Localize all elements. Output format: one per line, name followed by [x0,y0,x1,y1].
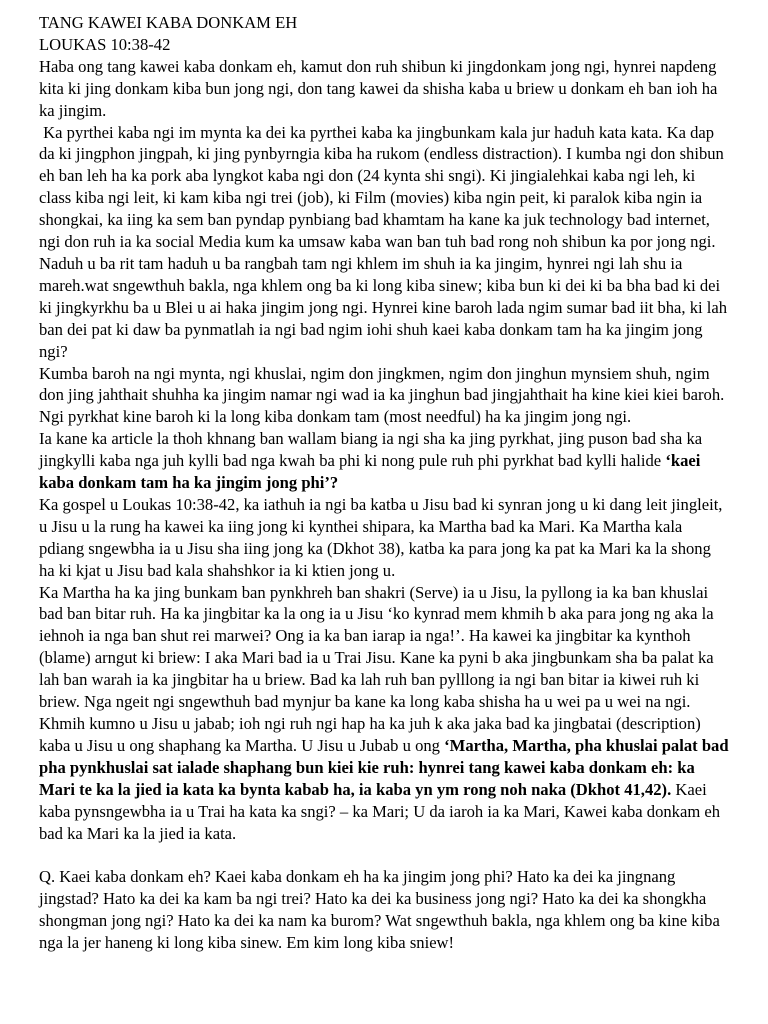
paragraph-article-text: Ia kane ka article la thoh khnang ban wallam biang ia ngi sha ka jing pyrkhat, jing puson bad sha ka jingkylli kaba nga juh kylli bad nga kwah ba phi ki nong pule ruh phi pyrkhat bad kylli halide [39,429,703,471]
document-title: TANG KAWEI KABA DONKAM EH [39,13,298,32]
paragraph-tired: Kumba baroh na ngi mynta, ngi khuslai, ngim don jingkmen, ngim don jinghun mynsiem shuh, ngim don jing jahthait shuhha ka jingim namar ngi wad ia ka jinghun bad jingjahthait ha kine kiei kiei baroh. Ngi pyrkhat kine baroh ki la long kiba donkam tam (most needful) ha ka jingim jong ngi. [39,363,725,427]
document-page [39,12,729,954]
paragraph-martha: Ka Martha ha ka jing bunkam ban pynkhreh ban shakri (Serve) ia u Jisu, la pyllong ia ka ban khuslai bad ban bitar ruh. Ha ka jingbitar ka la ong ia u Jisu ‘ko kynrad mem khmih b aka para jong ng aka la iehnoh ia nga ban shut rei marwei? Ong ia ka ban iarap ia nga!’. Ha kawei ka jingbitar ka kynthoh (blame) arngut ki briew: I aka Mari bad ia u Trai Jisu. Kane ka pyni b aka jingbunkam sha ba palat ka lah ban warah ia ka jingbitar ha u briew. Bad ka lah ruh ban pylllong ia ngi ban bitar ia kiwei ruh ki briew. Nga ngeit ngi sngewthuh bad mynjur ba kane ka long kaba shisha ha u wei pa u wei na ngi. [39,582,714,712]
paragraph-world [39,122,729,363]
paragraph-gospel: Ka gospel u Loukas 10:38-42, ka iathuh ia ngi ba katba u Jisu bad ki synran jong u ki dang leit jingleit, u Jisu u la rung ha kawei ka iing jong ki kynthei shipara, ka Martha bad ka Mari. Ka Martha kala pdiang sngewbha ia u Jisu sha iing jong ka (Dkhot 38), katba ka para jong ka pat ka Mari ka la shong ha ki kjat u Jisu bad kala shahshkor ia ki ktien jong u. [39,494,723,580]
jesus-quote: ‘Martha, Martha, pha khuslai palat bad pha pynkhuslai sat ialade shaphang bun kiei kie ruh: hynrei tang kawei kaba donkam eh: ka Mari te ka la jied ia kata ka bynta kabab ha, ia kaba yn ym rong noh naka (Dkhot 41,42). [39,735,729,799]
key-question: ‘kaei kaba donkam tam ha ka jingim jong phi’? [39,451,701,493]
paragraph-question: Q. Kaei kaba donkam eh? Kaei kaba donkam eh ha ka jingim jong phi? Hato ka dei ka jingnang jingstad? Hato ka dei ka kam ba ngi trei? Hato ka dei ka business jong ngi? Hato ka dei ka shongkha shongman jong ngi? Hato ka dei ka nam ka burom? Wat sngewthuh bakla, nga khlem ong ba kine kiba nga la jer haneng ki long kiba sinew. Em kim long kiba sniew! [39,867,720,953]
blank-line [39,844,729,866]
paragraph-intro: Haba ong tang kawei kaba donkam eh, kamut don ruh shibun ki jingdonkam jong ngi, hynrei napdeng kita ki jing donkam kiba bun jong ngi, don tang kawei da shisha kaba u briew u donkam eh ban ioh ha ka jingim. [39,56,718,120]
scripture-reference: LOUKAS 10:38-42 [39,34,171,54]
paragraph-jesus-answer [39,713,729,844]
paragraph-jesus-text: Khmih kumno u Jisu u jabab; ioh ngi ruh ngi hap ha ka juh k aka jaka bad ka jingbatai (description) kaba u Jisu u ong shaphang ka Martha. U Jisu u Jubab u ong [39,714,701,755]
paragraph-article [39,428,729,494]
paragraph-world-text: Ka pyrthei kaba ngi im mynta ka dei ka pyrthei kaba ka jingbunkam kala jur haduh kata kata. Ka dap da ki jingphon jingpah, ki jing pynbyrngia kiba ha rukom (endless distraction). I kumba ngi don shibun eh ban leh ha ka pork aba lyngkot kaba ngi don (24 kynta shi sngi). Ki jingialehkai kaba ngi leh, ki class kiba ngi leit, ki kam kiba ngi trei (job), ki Film (movies) kiba ngin peit, ki paralok kiba ngin ia shongkai, ka iing ka sem ban pyndap pynbiang bad khamtam ha kane ka juk technology bad internet, ngi don ruh ia ka social Media kum ka umsaw kaba wan ban tuh bad rong noh shibun ka por jong ngi. Naduh u ba rit tam haduh u ba rangbah tam ngi khlem im shuh ia ka jingim, hynrei ngi lah shu ia mareh.wat sngewthuh bakla, nga khlem ong ba ki long kiba sinew; kiba bun ki dei ki ba bha bad ki dei ki jingkyrkhu ba u Blei u ai haka jingim jong ngi. Hynrei kine baroh lada ngim sumar bad iit bha, ki lah ban dei pat ki daw ba pynmatlah ia ngi bad ngim iohi shuh kaei kaba donkam tam ha ka jingim jong ngi? [39,122,728,361]
paragraph-jesus-end: Kaei kaba pynsngewbha ia u Trai ha kata ka sngi? – ka Mari; U da iaroh ia ka Mari, Kawei kaba donkam eh bad ka Mari ka la jied ia kata. [39,779,721,843]
